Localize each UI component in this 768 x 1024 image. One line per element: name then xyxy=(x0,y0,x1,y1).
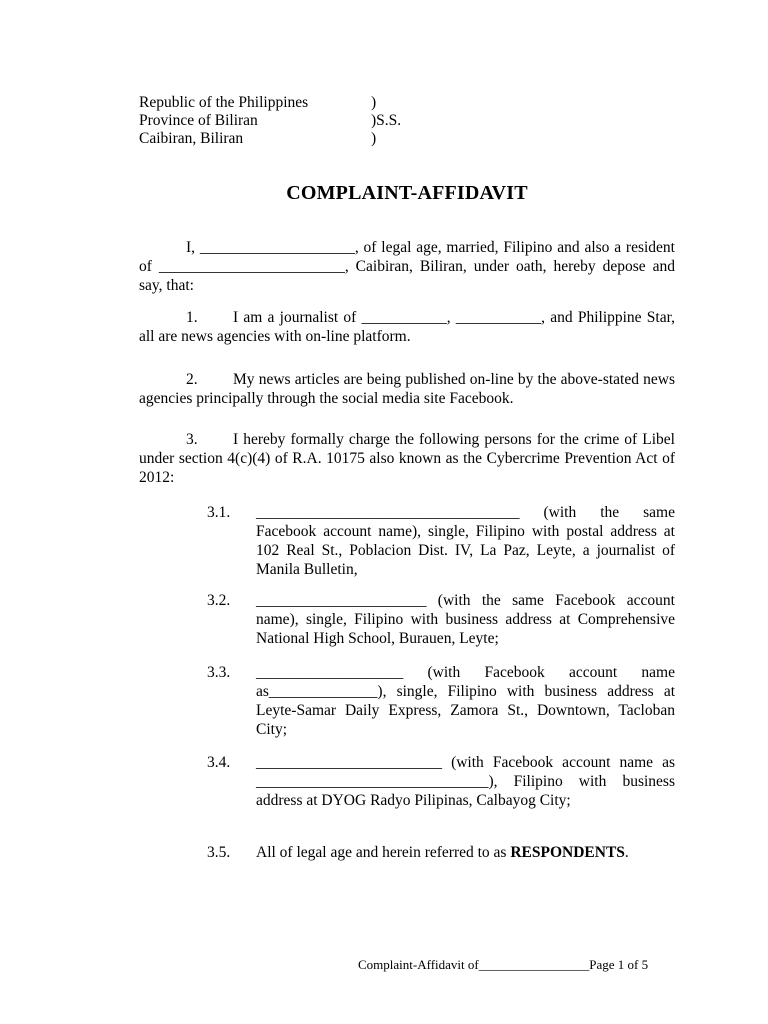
paragraph-2 xyxy=(139,370,675,408)
venue-row-province xyxy=(139,112,439,130)
respondent-number: 3.2. xyxy=(207,592,231,609)
respondent-text xyxy=(256,843,675,862)
respondent-number: 3.4. xyxy=(207,754,231,771)
paragraph-number: 3. xyxy=(186,431,198,448)
venue-row-republic xyxy=(139,94,439,112)
respondent-text: ______________________ (with the same Facebook account name), single, Filipino with business address at Comprehensive National High School, Burauen, Leyte; xyxy=(256,592,675,647)
respondent-number: 3.1. xyxy=(207,504,231,521)
venue-ss-mark: )S.S. xyxy=(371,112,402,129)
respondents-term: RESPONDENTS xyxy=(510,844,625,861)
respondent-text: ________________________ (with Facebook account name as ______________________________), Filipino with business address at DYOG Radyo Pilipinas, Calbayog City; xyxy=(256,754,675,809)
page-footer: Complaint-Affidavit of_________________Page 1 of 5 xyxy=(358,957,649,972)
paragraph-text: I am a journalist of ___________, ___________, and Philippine Star, all are news agencies with on-line platform. xyxy=(139,309,675,345)
paragraph-text: My news articles are being published on-line by the above-stated news agencies principally through the social media site Facebook. xyxy=(139,371,675,407)
document-title: COMPLAINT-AFFIDAVIT xyxy=(286,182,528,204)
respondent-number: 3.5. xyxy=(207,844,231,861)
respondent-text-tail: . xyxy=(624,844,629,861)
venue-municipality: Caibiran, Biliran xyxy=(139,130,244,147)
paragraph-3 xyxy=(139,430,675,487)
venue-row-municipality xyxy=(139,130,439,148)
venue-bracket-1: ) xyxy=(371,94,377,111)
venue-block xyxy=(139,94,439,148)
intro-text: I, ____________________, of legal age, married, Filipino and also a resident of ________________________, Caibiran, Biliran, under oath, hereby depose and say, that: xyxy=(139,239,675,294)
venue-bracket-3: ) xyxy=(371,130,377,147)
respondent-text: ___________________ (with Facebook account name as______________), single, Filipino with business address at Leyte-Samar Daily Express, Zamora St., Downtown, Tacloban City; xyxy=(256,664,675,738)
intro-paragraph xyxy=(139,238,675,295)
paragraph-1 xyxy=(139,308,675,346)
venue-republic: Republic of the Philippines xyxy=(139,94,309,111)
respondent-number: 3.3. xyxy=(207,664,231,681)
paragraph-number: 1. xyxy=(186,309,198,326)
venue-province: Province of Biliran xyxy=(139,112,258,129)
respondent-text: __________________________________ (with the same Facebook account name), single, Filipino with postal address at 102 Real St., Poblacion Dist. IV, La Paz, Leyte, a journalist of Manila Bulletin, xyxy=(256,504,675,578)
paragraph-number: 2. xyxy=(186,371,198,388)
paragraph-text: I hereby formally charge the following persons for the crime of Libel under section 4(c)(4) of R.A. 10175 also known as the Cybercrime Prevention Act of 2012: xyxy=(139,431,675,486)
respondent-text-plain: All of legal age and herein referred to as xyxy=(256,844,507,861)
